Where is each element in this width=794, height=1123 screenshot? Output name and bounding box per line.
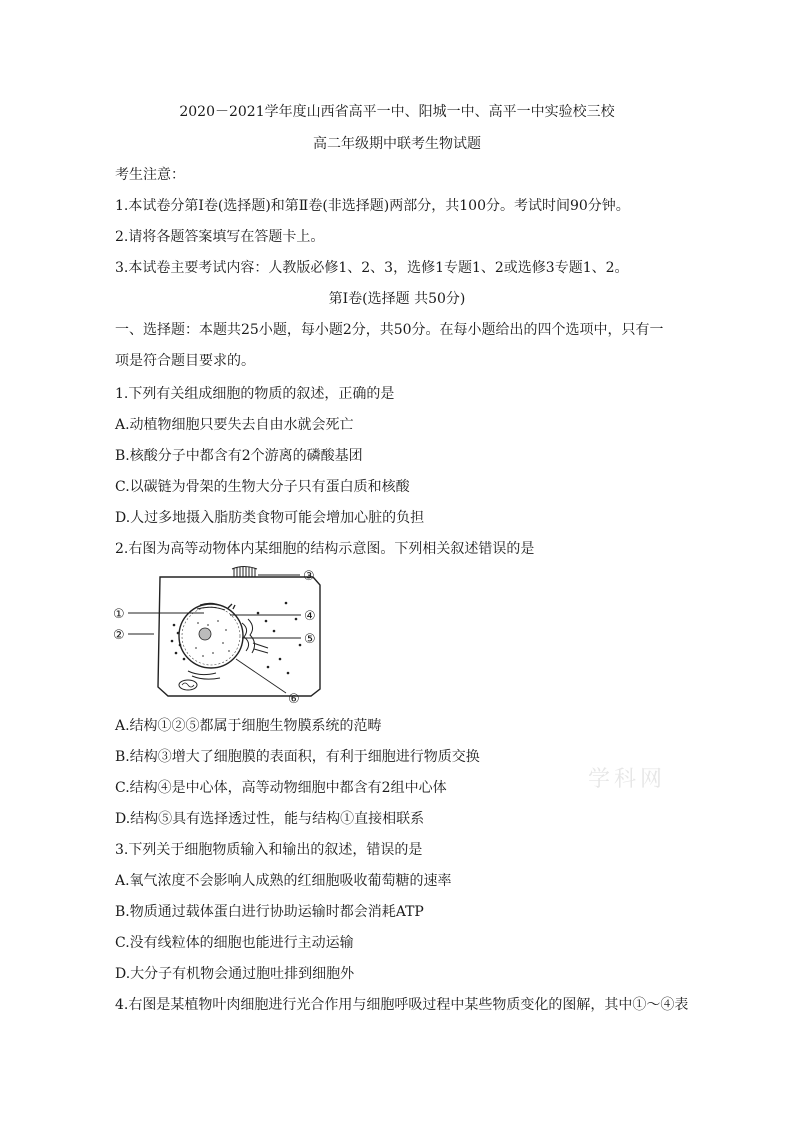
q2-option-d: D.结构⑤具有选择透过性，能与结构①直接相联系 [115,811,425,827]
watermark-text: 学科网 [588,767,667,792]
q1-option-d: D.人过多地摄入脂肪类食物可能会增加心脏的负担 [115,510,425,526]
nucleolus [199,628,211,640]
label-4: ④ [304,609,316,624]
label-1: ① [113,607,125,622]
label-5: ⑤ [304,632,316,647]
cell-membrane-outline [158,577,320,696]
label-3: ③ [303,569,315,584]
section-intro-2: 项是符合题目要求的。 [115,353,255,369]
title-line-1: 2020－2021学年度山西省高平一中、阳城一中、高平一中实验校三校 [179,104,615,120]
label-2: ② [113,628,125,643]
centrioles [228,604,235,609]
q3-option-c: C.没有线粒体的细胞也能进行主动运输 [115,935,354,951]
q3-option-a: A.氧气浓度不会影响人成熟的红细胞吸收葡萄糖的速率 [115,873,452,889]
q1-option-c: C.以碳链为骨架的生物大分子只有蛋白质和核酸 [115,479,410,495]
q2-option-a: A.结构①②⑤都属于细胞生物膜系统的范畴 [115,718,382,734]
q4-stem: 4.右图是某植物叶肉细胞进行光合作用与细胞呼吸过程中某些物质变化的图解，其中①～④表 [115,997,689,1013]
q1-stem: 1.下列有关组成细胞的物质的叙述，正确的是 [115,386,395,402]
title-line-2: 高二年级期中联考生物试题 [313,136,481,152]
q1-option-a: A.动植物细胞只要失去自由水就会死亡 [115,417,354,433]
cell-structure-figure [108,563,348,708]
microvilli [232,567,257,578]
section-title: 第Ⅰ卷(选择题 共50分) [328,291,466,307]
notes-heading: 考生注意： [115,167,185,183]
note-3: 3.本试卷主要考试内容：人教版必修1、2、3，选修1专题1、2或选修3专题1、2。 [115,260,629,276]
q2-stem: 2.右图为高等动物体内某细胞的结构示意图。下列相关叙述错误的是 [115,541,535,557]
note-1: 1.本试卷分第Ⅰ卷(选择题)和第Ⅱ卷(非选择题)两部分，共100分。考试时间90分钟。 [115,198,630,214]
q1-option-b: B.核酸分子中都含有2个游离的磷酸基团 [115,448,363,464]
q2-option-c: C.结构④是中心体，高等动物细胞中都含有2组中心体 [115,780,447,796]
q3-option-b: B.物质通过载体蛋白进行协助运输时都会消耗ATP [115,904,424,920]
leader-6 [236,659,286,693]
q3-stem: 3.下列关于细胞物质输入和输出的叙述，错误的是 [115,842,423,858]
q2-option-b: B.结构③增大了细胞膜的表面积，有利于细胞进行物质交换 [115,749,480,765]
note-2: 2.请将各题答案填写在答题卡上。 [115,229,325,245]
label-6: ⑥ [288,692,300,707]
section-intro-1: 一、选择题：本题共25小题，每小题2分，共50分。在每小题给出的四个选项中，只有一 [115,322,664,338]
q3-option-d: D.大分子有机物会通过胞吐排到细胞外 [115,966,355,982]
